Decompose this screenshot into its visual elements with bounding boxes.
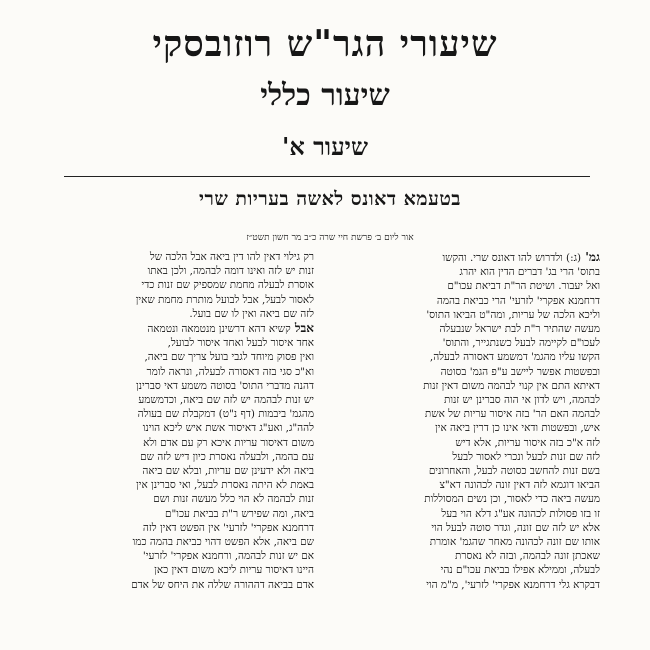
line-text: זנות לבהמה לא הוי כלל מעשה זנות ושם [153,493,314,506]
line-text: לזה שם ביאה ואין לו שם בועל. [189,307,314,320]
line-text: אלא יש לזה שם זונה, וגדר סוטה לבעל הוי [431,521,600,534]
text-line [58,563,314,577]
line-text: באמת לא היתה נאסרת לבעל, ואי סברינן אין [136,479,314,492]
line-text: שאכתן זונה לבהמה, ובזה לא נאסרת [455,550,600,563]
line-text: מעשה שהתיר ר"ת לבת ישראל שנבעלה [439,323,600,336]
line-text: מהגמ' ביבמות (דף נ"ט) דמקבלת שם בעולה [137,408,314,421]
sub-title: שיעור כללי [260,78,390,113]
line-text: אדם בביאה דההורה שללה את היחס של אדם [131,578,314,591]
text-line [332,521,600,535]
text-line [332,350,600,364]
text-line [332,336,600,350]
lesson-number: שיעור א' [282,132,368,161]
main-title: שיעורי הגר"ש רוזובסקי [152,23,498,65]
line-text: לאסור לבעל, אבל לבועל מותרת מחמת שאין [135,293,314,306]
text-line [58,379,314,393]
text-line [58,365,314,379]
line-text: דהנה מדברי התוס' בסוטה משמע דאי סברינן [136,379,314,392]
text-line [58,578,314,592]
text-line [58,336,314,350]
line-text: עם בהמה, ולבעלה נאסרת כיון דיש לזה שם [140,450,314,463]
lead-word: אבל [290,321,314,336]
text-line [332,450,600,464]
text-line [58,293,314,307]
text-line [332,464,600,478]
line-text: זנות יש לזה ואינו דומה לבהמה, ולכן באתו [147,265,314,278]
text-line [58,278,314,292]
text-line [58,407,314,421]
text-line [332,379,600,393]
line-text: דאיתא התם אין קנוי לבהמה משום דאין זנות [423,379,600,392]
line-text: לזה א"כ בזה איסור עריות, אלא דיש [455,436,600,449]
text-line [332,250,600,265]
line-text: יש זנות לבהמה יש לזה שם ביאה, וכדמשמע [138,394,314,407]
line-text: לבהמה האם הר' בזה איסור עריות של אשת [424,408,600,421]
text-line [332,365,600,379]
line-text: דרחמנא אפקרי' לזרעי' אין הפשט דאין לזה [142,521,314,534]
line-text: אוסרת לבעלה מחמת שמספיק שם זנות כדי [141,279,314,292]
line-text: אם יש זנות לבהמה, ורחמנא אפקרי' לזרעי' [142,550,314,563]
text-line [332,549,600,563]
text-line [58,450,314,464]
text-line [332,322,600,336]
line-text: משום דאיסור עריות איכא רק עם אדם ולא [143,436,314,449]
line-text: שם ביאה, אלא הפשט דהוי כביאת בהמה כמו [132,536,314,549]
line-text: דבקרא גלי דרחמנא אפקרי' לזרעי', מ"מ הוי [426,578,600,591]
line-text: לבעלה, וממילא אפילו בביאת עכו"ם נהי [440,564,600,577]
text-line [58,535,314,549]
text-line [332,407,600,421]
text-line [332,535,600,549]
line-text: ואין פסוק מיוחד לגבי בועל צריך שם ביאה, [144,351,314,364]
line-text: בתוס' הרי בג' דברים הדין הוא יהרג [459,266,600,279]
text-line [58,478,314,492]
text-line [332,436,600,450]
header-divider [64,176,590,177]
line-text: אחד איסור לבעל ואחד איסור לבועל, [167,337,314,350]
text-line [332,578,600,592]
text-line [332,279,600,293]
text-line [332,492,600,506]
text-line [58,436,314,450]
line-text: ביאה ולא ידעינן שם עריות, ובלא שם ביאה [142,465,314,478]
line-text: לבהמה, ויש לדון אי הוה סברינן יש זנות [443,394,600,407]
text-line [58,507,314,521]
line-text: מעשה ביאה כדי לאסור, וכן נשים המסוללות [424,493,600,506]
text-line [58,464,314,478]
line-text: רק גילוי דאין להו דין ביאה אבל הלכה של [149,251,314,263]
text-line [332,507,600,521]
line-text: הקשו עליו מהגמ' דמשמע דאסורה לבעלה, [429,351,600,364]
text-line [332,294,600,308]
text-line [58,393,314,407]
line-text: לעכו"ם לקיימה לבעל כשנתגייר, והתוס' [442,337,600,350]
date-note: אור ליום ב׳ פרשת חיי שרה כ״ב מר חשון תשט״ז [246,233,414,243]
text-line [58,307,314,321]
line-text: היינו דאיסור עריות ליכא משום דאין כאן [154,564,314,577]
line-text: זו בזו פסולות לכהונה אע"ג דלא הוי בעל [441,507,600,520]
line-text: אותו שם זונה לכהונה מאחר שהגמ' אומרת [429,536,600,549]
text-line [58,321,314,336]
text-line [58,350,314,364]
text-line [58,250,314,264]
text-line [332,563,600,577]
text-line [332,265,600,279]
line-text: בשם זנות להחשב כסוטה לבעל, והאחרונים [428,465,600,478]
line-text: הביאו דוגמא לזה דאין זונה לכהונה דא"צ [439,479,600,492]
text-line [332,308,600,322]
line-text: קשיא דהא דרשינן מנטמאה ונטמאה [147,323,291,336]
left-text-column [58,250,314,645]
line-text: לזה שם זנות לבעל ונכרי לאסור לבעל [452,450,600,463]
lead-word: גמ' [581,250,600,264]
line-text: וליכא הלכה של עריות, ומה"ט הביאו התוס' [426,308,600,321]
line-text: ואל יעבור. ושיטת הר"ת דביאת עכו"ם [447,280,600,293]
line-text: ביאה, ומה שפירש ר"ת בביאת עכו"ם [165,507,314,520]
right-text-column [332,250,600,645]
text-line [58,549,314,563]
line-text: ובפשטות אפשר ליישב ע"פ הגמ' בסוטה [440,365,600,378]
text-line [58,264,314,278]
text-line [58,521,314,535]
text-line [332,393,600,407]
text-line [332,478,600,492]
line-text: (ג:) ולדרוש להו דאונס שרי. והקשו [442,252,582,264]
line-text: להה"ג, ואע"ג דאיסור אשת איש ליכא הוינו [142,422,314,435]
section-title: בטעמא דאונס לאשה בעריות שרי [199,188,461,210]
line-text: איש, ובפשטות ודאי אינו כן דרין ביאה אין [435,422,600,435]
text-line [58,492,314,506]
line-text: וא"כ סגי בזה דאסורה לבעלה, ונראה לומר [146,365,314,378]
text-line [58,421,314,435]
text-line [332,421,600,435]
line-text: דרחמנא אפקרי' לזרעי' הרי כביאת בהמה [436,294,600,307]
